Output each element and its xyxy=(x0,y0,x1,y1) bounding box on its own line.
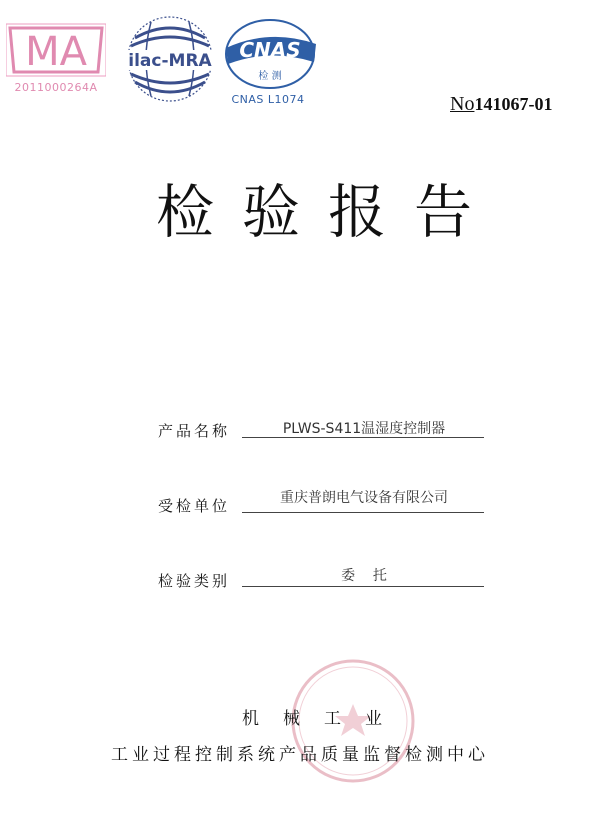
inspected-unit-value: 重庆普朗电气设备有限公司 xyxy=(280,490,448,506)
ma-logo xyxy=(6,18,106,98)
inspected-unit-underline xyxy=(242,512,484,513)
report-number xyxy=(450,93,552,116)
ma-logo-text: MA xyxy=(25,29,87,75)
product-name-value: PLWS-S411温湿度控制器 xyxy=(282,421,446,437)
cnas-logo xyxy=(220,14,320,94)
inspection-type-underline xyxy=(242,586,484,587)
report-number-value: 141067-01 xyxy=(474,94,553,114)
product-name-underline xyxy=(242,437,484,438)
inspection-type-value: 委 托 xyxy=(341,568,387,584)
ilac-mra-logo xyxy=(121,10,219,108)
report-number-mark: No xyxy=(450,93,475,115)
ilac-globe-icon xyxy=(121,10,219,108)
ilac-logo-text: ilac-MRA xyxy=(128,51,212,71)
issuer-org-line2: 工业过程控制系统产品质量监督检测中心 xyxy=(111,745,489,765)
page-title: 检验报告 xyxy=(155,178,500,246)
product-name-label: 产品名称 xyxy=(158,422,231,440)
ma-certificate-number: 2011000264A xyxy=(14,81,98,94)
cnas-code: CNAS L1074 xyxy=(231,93,305,106)
ma-emblem-icon xyxy=(6,18,106,80)
inspected-unit-label: 受检单位 xyxy=(158,497,231,515)
cnas-logo-sub: 检 测 xyxy=(258,71,282,82)
issuer-org-line1: 机械工业 xyxy=(242,709,406,729)
inspection-type-label: 检验类别 xyxy=(158,572,231,590)
cnas-logo-text: CNAS xyxy=(239,38,301,62)
cnas-emblem-icon xyxy=(220,14,320,94)
